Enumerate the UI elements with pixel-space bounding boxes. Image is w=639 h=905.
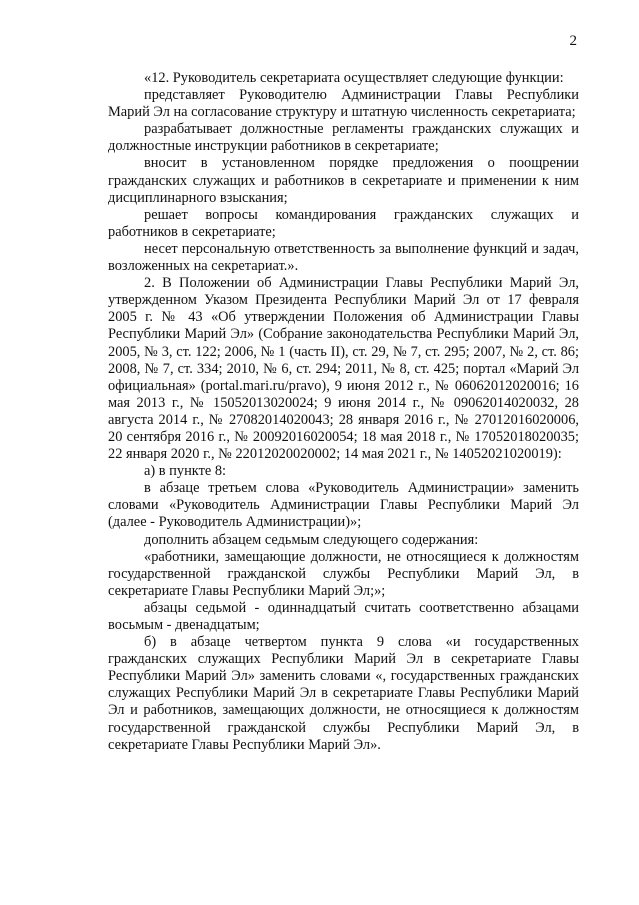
page-number: 2	[569, 33, 577, 49]
paragraph-5: решает вопросы командирования гражданских служащих и работников в секретариате;	[108, 206, 579, 240]
paragraph-6: несет персональную ответственность за выполнение функций и задач, возложенных на секретариат.».	[108, 240, 579, 275]
paragraph-2: представляет Руководителю Администрации Главы Республики Марий Эл на согласование структуру и штатную численность секретариата;	[108, 87, 579, 121]
paragraph-13: б) в абзаце четвертом пункта 9 слова «и государственных гражданских служащих Республики Марий Эл в секретариате Главы Республики Марий Эл» заменить словами «, государственных гражданских служащих Республики Марий Эл в секретариате Главы Республики Марий Эл и работников, замещающих должности, не относящиеся к должностям государственной гражданской службы Республики Марий Эл, в секретариате Главы Республики Марий Эл».	[108, 634, 579, 753]
paragraph-9: в абзаце третьем слова «Руководитель Администрации» заменить словами «Руководитель Администрации Главы Республики Марий Эл (далее - Руководитель Администрации)»;	[108, 480, 579, 531]
paragraph-12: абзацы седьмой - одиннадцатый считать соответственно абзацами восьмым - двенадцатым;	[108, 599, 579, 633]
paragraph-3: разрабатывает должностные регламенты гражданских служащих и должностные инструкции работников в секретариате;	[108, 121, 579, 155]
paragraph-7: 2. В Положении об Администрации Главы Республики Марий Эл, утвержденном Указом Президента Республики Марий Эл от 17 февраля 2005 г. № 43 «Об утверждении Положения об Администрации Главы Республики Марий Эл» (Собрание законодательства Республики Марий Эл, 2005, № 3, ст. 122; 2006, № 1 (часть II), ст. 29, № 7, ст. 295; 2007, № 2, ст. 86; 2008, № 7, ст. 334; 2010, № 6, ст. 294; 2011, № 8, ст. 425; портал «Марий Эл официальная» (portal.mari.ru/pravo), 9 июня 2012 г., № 06062012020016; 16 мая 2013 г., № 15052013020024; 9 июня 2014 г., № 09062014020032, 28 августа 2014 г., № 27082014020043; 28 января 2016 г., № 27012016020006, 20 сентября 2016 г., № 20092016020054; 18 мая 2018 г., № 17052018020035; 22 января 2020 г., № 22012020020002; 14 мая 2021 г., № 14052021020019):	[108, 275, 579, 463]
paragraph-11: «работники, замещающие должности, не относящиеся к должностям государственной гражданской службы Республики Марий Эл, в секретариате Главы Республики Марий Эл;»;	[108, 548, 579, 599]
paragraph-10: дополнить абзацем седьмым следующего содержания:	[144, 531, 479, 548]
document-body	[108, 70, 579, 754]
paragraph-1: «12. Руководитель секретариата осуществляет следующие функции:	[144, 70, 564, 86]
paragraph-8: а) в пункте 8:	[144, 463, 227, 480]
paragraph-4: вносит в установленном порядке предложения о поощрении гражданских служащих и работников в секретариате и применении к ним дисциплинарного взыскания;	[108, 155, 579, 206]
